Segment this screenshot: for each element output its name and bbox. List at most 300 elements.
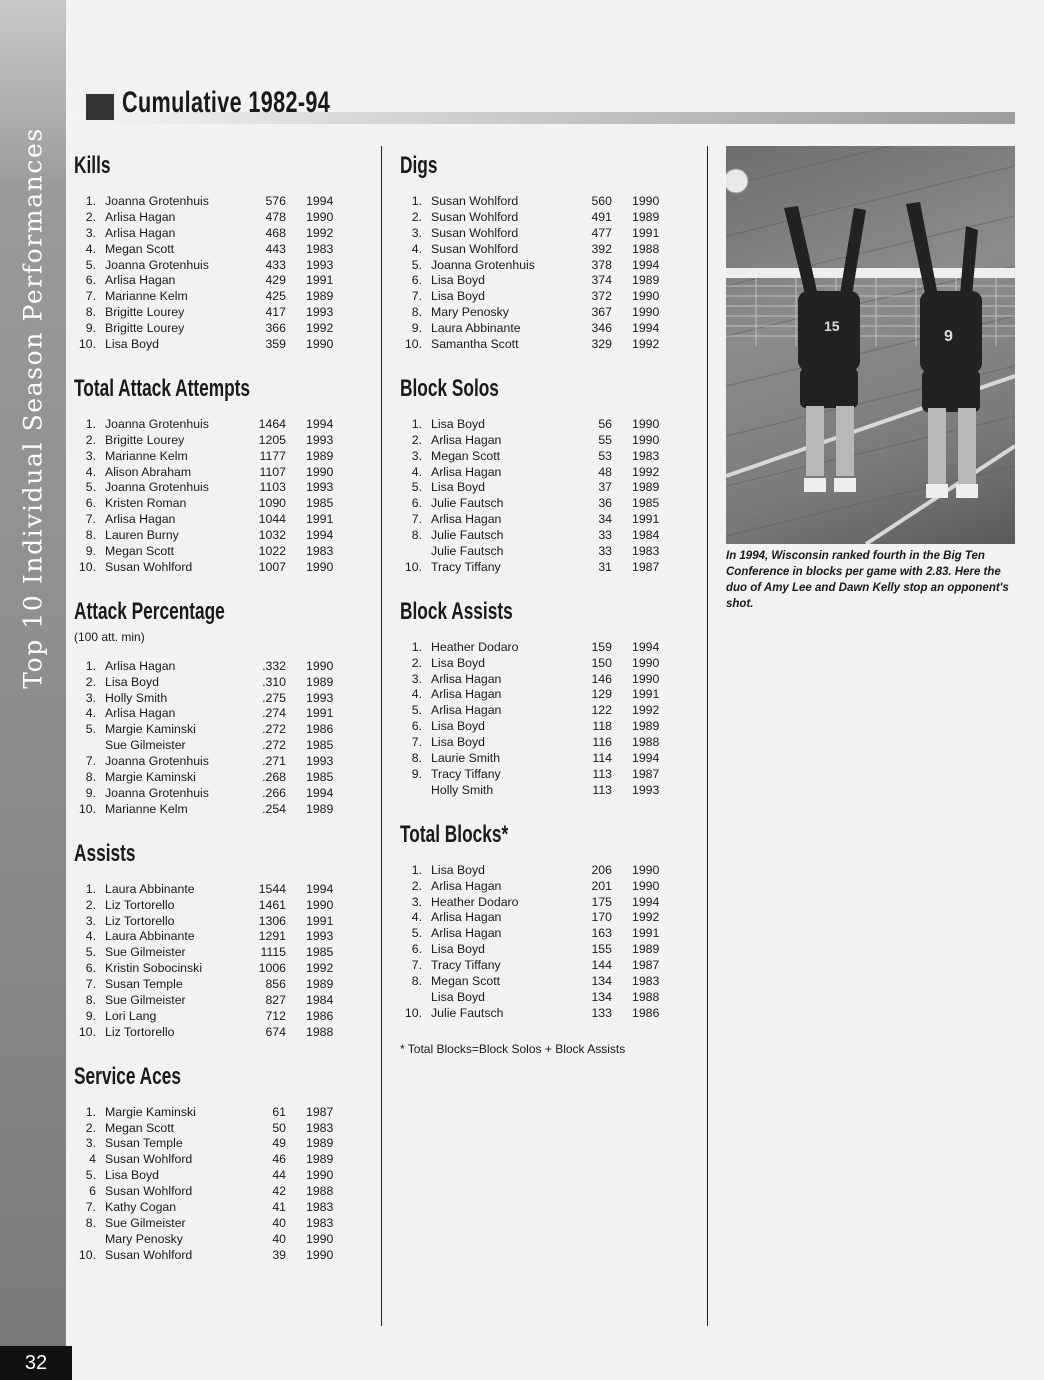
stat-rank: 2. [85,1120,96,1135]
stat-rank: 2. [85,897,96,912]
jersey-number-left: 15 [824,318,840,334]
stat-row [74,977,374,993]
stat-year: 1990 [632,878,660,893]
stat-year: 1988 [632,241,660,256]
stat-value: 329 [591,337,612,352]
stat-name: Tracy Tiffany [431,559,501,574]
stat-value: 49 [272,1136,286,1151]
stat-name: Susan Wohlford [431,194,519,208]
stat-row [400,544,700,560]
stat-rank: 8. [85,992,96,1007]
stat-rank: 1. [85,416,96,431]
stat-value: 144 [591,958,612,973]
stat-name: Arlisa Hagan [431,512,502,527]
stat-rank: 1. [85,881,96,896]
stat-name: Joanna Grotenhuis [105,194,209,208]
stat-year: 1990 [632,655,660,670]
stat-rank: 1. [85,658,96,673]
photo-illustration [726,146,1015,544]
stat-value: 1544 [258,881,286,896]
stat-row [400,703,700,719]
stat-year: 1987 [306,1104,334,1119]
stat-value: 33 [598,544,612,559]
stat-year: 1991 [306,273,334,288]
stat-list [400,194,700,353]
stat-row [74,480,374,496]
stat-value: 206 [591,862,612,877]
stat-row [74,337,374,353]
stat-name: Joanna Grotenhuis [105,416,209,431]
stat-name: Susan Wohlford [431,209,519,224]
stat-row [400,289,700,305]
stat-year: 1988 [306,1024,334,1039]
stat-row [400,751,700,767]
stat-name: Susan Temple [105,977,183,992]
stat-row [74,1136,374,1152]
stat-row [74,528,374,544]
stat-name: Arlisa Hagan [105,658,176,673]
stat-rank: 2. [411,878,422,893]
stat-value: 443 [265,241,286,256]
stat-rank: 4. [85,706,96,721]
section-title: Assists [74,839,136,867]
stat-row [74,1105,374,1121]
stat-year: 1994 [306,881,334,896]
stat-rank: 8. [411,305,422,320]
stat-row [400,640,700,656]
stat-row [74,273,374,289]
stat-value: .272 [262,722,286,737]
stat-year: 1989 [306,674,334,689]
stat-year: 1989 [632,942,660,957]
stat-name: Megan Scott [431,973,501,988]
stat-year: 1984 [632,528,660,543]
stat-row [74,449,374,465]
stat-year: 1983 [306,544,334,559]
stat-value: 1090 [258,496,286,511]
stat-name: Holly Smith [105,690,168,705]
stat-list [74,1105,374,1264]
stat-rank: 3. [411,225,422,240]
stat-value: 118 [592,719,612,734]
stat-value: 429 [265,273,286,288]
stat-name: Lisa Boyd [431,273,486,288]
stat-year: 1994 [632,894,660,909]
stat-row [74,1121,374,1137]
stat-rank: 7. [85,512,96,527]
stat-year: 1989 [632,209,660,224]
stat-value: 1306 [258,913,286,928]
stat-name: Laura Abbinante [105,929,195,944]
stat-name: Marianne Kelm [105,448,188,463]
stat-rank: 4. [85,929,96,944]
stat-name: Mary Penosky [431,305,509,320]
stat-rank: 1. [411,194,422,208]
stat-row [400,433,700,449]
stat-name: Megan Scott [431,448,501,463]
stat-name: Lisa Boyd [105,674,160,689]
header-square-icon [86,94,114,120]
stat-year: 1985 [306,945,334,960]
stat-value: 155 [591,942,612,957]
stat-name: Lori Lang [105,1008,157,1023]
stat-rank: 8. [85,1215,96,1230]
volleyball-photo [726,146,1015,544]
stat-rank: 6. [85,496,96,511]
stat-row [400,958,700,974]
stat-row [400,528,700,544]
stat-value: 372 [591,289,612,304]
stat-year: 1992 [632,464,660,479]
stat-name: Brigitte Lourey [105,305,185,320]
stat-value: .266 [262,785,286,800]
stat-rank: 2. [411,655,422,670]
stat-row [400,337,700,353]
stat-year: 1988 [306,1184,334,1199]
stat-rank: 8. [85,305,96,320]
stat-value: 433 [265,257,286,272]
stat-row [74,706,374,722]
stat-rank: 4. [411,910,422,925]
stat-value: 40 [272,1231,286,1246]
stat-row [400,942,700,958]
stat-section [400,819,700,1022]
stat-name: Arlisa Hagan [431,926,502,941]
stat-year: 1989 [632,480,660,495]
stat-name: Holly Smith [431,782,494,797]
stat-value: 1006 [258,961,286,976]
stat-row [74,786,374,802]
stat-rank: 10. [78,337,96,352]
stat-row [74,802,374,818]
stat-value: 1022 [258,544,286,559]
stat-row [400,1006,700,1022]
stat-name: Liz Tortorello [105,897,175,912]
stat-row [400,305,700,321]
stat-name: Joanna Grotenhuis [431,257,535,272]
stat-row [74,242,374,258]
stat-row [74,722,374,738]
stat-value: 425 [265,289,286,304]
stat-list [400,417,700,576]
stat-value: 366 [265,321,286,336]
stat-year: 1990 [632,432,660,447]
stat-value: 374 [591,273,612,288]
stat-year: 1989 [632,273,660,288]
stat-rank: 6. [85,273,96,288]
stat-list [400,640,700,799]
stat-rank: 9. [85,785,96,800]
stat-year: 1994 [632,257,660,272]
stat-rank: 3. [85,913,96,928]
stat-year: 1985 [306,738,334,753]
stat-rank: 10. [404,559,422,574]
stat-rank: 3. [411,894,422,909]
stat-value: 48 [598,464,612,479]
stat-year: 1990 [306,1247,334,1262]
stat-year: 1983 [306,1215,334,1230]
stat-rank: 1. [411,639,422,654]
stat-name: Arlisa Hagan [105,706,176,721]
stat-year: 1990 [306,337,334,352]
stat-value: 150 [591,655,612,670]
stat-year: 1992 [632,703,660,718]
stat-section [74,596,374,818]
stat-rank: 7. [85,977,96,992]
stat-row [74,929,374,945]
stat-rank: 5. [411,480,422,495]
stat-row [74,691,374,707]
stat-name: Margie Kaminski [105,770,196,785]
stat-value: 113 [592,782,612,797]
stat-name: Susan Wohlford [431,225,519,240]
stat-value: 50 [272,1120,286,1135]
stat-year: 1990 [632,862,660,877]
stat-value: .274 [262,706,286,721]
stat-value: 134 [591,989,612,1004]
stat-name: Lisa Boyd [431,989,486,1004]
stat-name: Joanna Grotenhuis [105,754,209,769]
stat-name: Tracy Tiffany [431,766,501,781]
section-title: Digs [400,152,438,179]
stat-name: Arlisa Hagan [431,878,502,893]
stat-year: 1983 [306,1120,334,1135]
stat-row [400,273,700,289]
stat-name: Lisa Boyd [431,655,486,670]
stat-rank: 2. [85,674,96,689]
stat-year: 1990 [306,658,334,673]
stat-rank: 7. [85,1199,96,1214]
stat-name: Susan Temple [105,1136,183,1151]
stat-section [74,150,374,353]
stat-rank: 10. [78,1024,96,1039]
stat-rank: 3. [85,225,96,240]
stat-rank: 10. [404,337,422,352]
stat-year: 1983 [306,241,334,256]
stat-row [400,863,700,879]
stat-name: Laura Abbinante [105,881,195,896]
stat-row [74,1152,374,1168]
stat-rank: 1. [85,194,96,208]
stat-row [400,719,700,735]
stat-row [74,1184,374,1200]
stat-name: Marianne Kelm [105,289,188,304]
stat-name: Megan Scott [105,1120,175,1135]
section-title: Service Aces [74,1062,181,1090]
stat-value: 134 [591,973,612,988]
stat-rank: 7. [411,958,422,973]
stat-year: 1989 [306,448,334,463]
stat-value: 146 [591,671,612,686]
stat-row [74,754,374,770]
stat-value: 113 [592,766,612,781]
stat-name: Heather Dodaro [431,639,519,654]
stat-name: Samantha Scott [431,337,519,352]
stat-year: 1994 [306,416,334,431]
stat-name: Julie Fautsch [431,528,504,543]
stat-value: 116 [592,735,612,750]
stat-year: 1990 [632,671,660,686]
stat-name: Laurie Smith [431,751,501,766]
stat-name: Arlisa Hagan [431,703,502,718]
column-divider [381,146,382,1326]
stat-row [74,1200,374,1216]
stat-row [400,879,700,895]
stat-name: Kathy Cogan [105,1199,177,1214]
stat-rank: 7. [85,754,96,769]
stat-name: Lisa Boyd [431,416,486,431]
stat-row [74,465,374,481]
stat-year: 1985 [306,496,334,511]
stat-row [400,783,700,799]
stat-rank: 6. [411,719,422,734]
stat-value: .275 [262,690,286,705]
page-title: Cumulative 1982-94 [122,86,331,119]
stat-year: 1986 [306,1008,334,1023]
stat-year: 1989 [306,289,334,304]
section-title: Total Attack Attempts [74,374,251,402]
stat-value: 1461 [258,897,286,912]
stat-year: 1988 [632,735,660,750]
stat-rank: 10. [78,801,96,816]
stat-name: Arlisa Hagan [431,432,502,447]
stat-row [74,1025,374,1041]
stat-name: Arlisa Hagan [105,209,176,224]
stat-value: 1007 [258,559,286,574]
stat-rank: 4. [411,687,422,702]
stat-value: 39 [272,1247,286,1262]
stat-row [400,242,700,258]
stat-section [74,838,374,1041]
stat-rank: 7. [411,512,422,527]
stat-rank: 5. [411,703,422,718]
stat-section [74,373,374,576]
stat-name: Sue Gilmeister [105,945,186,960]
stat-year: 1989 [306,977,334,992]
section-title: Total Blocks* [400,820,509,848]
stat-value: 175 [591,894,612,909]
left-stats-column [74,150,374,1284]
stat-year: 1993 [306,305,334,320]
stat-row [74,321,374,337]
stat-value: 417 [265,305,286,320]
stat-year: 1990 [306,897,334,912]
stat-section [400,373,700,576]
stat-value: 44 [272,1168,286,1183]
stat-rank: 5. [85,257,96,272]
stat-rank: 10. [78,1247,96,1262]
stat-row [400,735,700,751]
stat-name: Marianne Kelm [105,801,188,816]
stat-value: 712 [265,1008,286,1023]
stat-rank: 6. [411,496,422,511]
photo-caption: In 1994, Wisconsin ranked fourth in the Big Ten Conference in blocks per game with 2.83. Here the duo of Amy Lee and Dawn Kelly stop an opponent's shot. [726,550,1009,610]
stat-row [74,993,374,1009]
stat-rank: 7. [411,735,422,750]
stat-row [74,210,374,226]
stat-rank: 4. [85,241,96,256]
stat-rank: 5. [85,480,96,495]
stat-rank: 4 [89,1152,96,1167]
stat-list [74,882,374,1041]
stat-value: 31 [598,559,612,574]
jersey-number-right: 9 [944,328,953,345]
stat-row [74,659,374,675]
stat-name: Kristin Sobocinski [105,961,203,976]
stat-name: Arlisa Hagan [431,687,502,702]
stat-row [74,305,374,321]
stat-name: Margie Kaminski [105,1104,196,1119]
stat-value: .310 [262,674,286,689]
stat-year: 1994 [306,785,334,800]
stat-value: 1177 [259,448,286,463]
stat-rank: 3. [85,1136,96,1151]
stat-year: 1983 [632,973,660,988]
stat-rank: 9. [411,321,422,336]
stat-name: Brigitte Lourey [105,321,185,336]
stat-rank: 8. [411,751,422,766]
stat-name: Susan Wohlford [105,559,193,574]
stat-name: Lauren Burny [105,528,179,543]
stat-name: Susan Wohlford [105,1152,193,1167]
stat-name: Joanna Grotenhuis [105,257,209,272]
stat-rank: 5. [411,926,422,941]
stat-row [400,990,700,1006]
stat-value: 33 [598,528,612,543]
stat-row [400,767,700,783]
stat-year: 1983 [632,448,660,463]
stat-year: 1986 [632,1005,660,1020]
stat-name: Arlisa Hagan [105,512,176,527]
stat-value: 133 [591,1005,612,1020]
stat-name: Sue Gilmeister [105,738,186,753]
stat-rank: 4. [411,464,422,479]
stat-rank: 9. [411,766,422,781]
stat-row [74,898,374,914]
stat-year: 1989 [632,719,660,734]
stat-year: 1989 [306,1152,334,1167]
stat-year: 1985 [306,770,334,785]
stat-value: 1291 [258,929,286,944]
stat-row [400,926,700,942]
stat-year: 1992 [632,337,660,352]
stat-year: 1991 [632,512,660,527]
stat-year: 1986 [306,722,334,737]
stat-rank: 8. [411,528,422,543]
stat-rank: 2. [411,432,422,447]
stat-row [400,449,700,465]
stat-rank: 1. [85,1104,96,1119]
stat-value: 42 [272,1184,286,1199]
stat-name: Lisa Boyd [431,289,486,304]
stat-value: 468 [265,225,286,240]
stat-name: Laura Abbinante [431,321,521,336]
stat-year: 1993 [306,257,334,272]
stat-year: 1991 [632,225,660,240]
stat-name: Liz Tortorello [105,1024,175,1039]
stat-year: 1983 [632,544,660,559]
right-stats-column [400,150,700,1056]
stat-rank: 10. [404,1005,422,1020]
stat-name: Susan Wohlford [105,1247,193,1262]
stat-row [400,895,700,911]
stat-row [400,687,700,703]
stat-row [74,512,374,528]
stat-list [74,659,374,818]
stat-year: 1993 [306,480,334,495]
stat-year: 1991 [306,512,334,527]
stat-value: 55 [598,432,612,447]
